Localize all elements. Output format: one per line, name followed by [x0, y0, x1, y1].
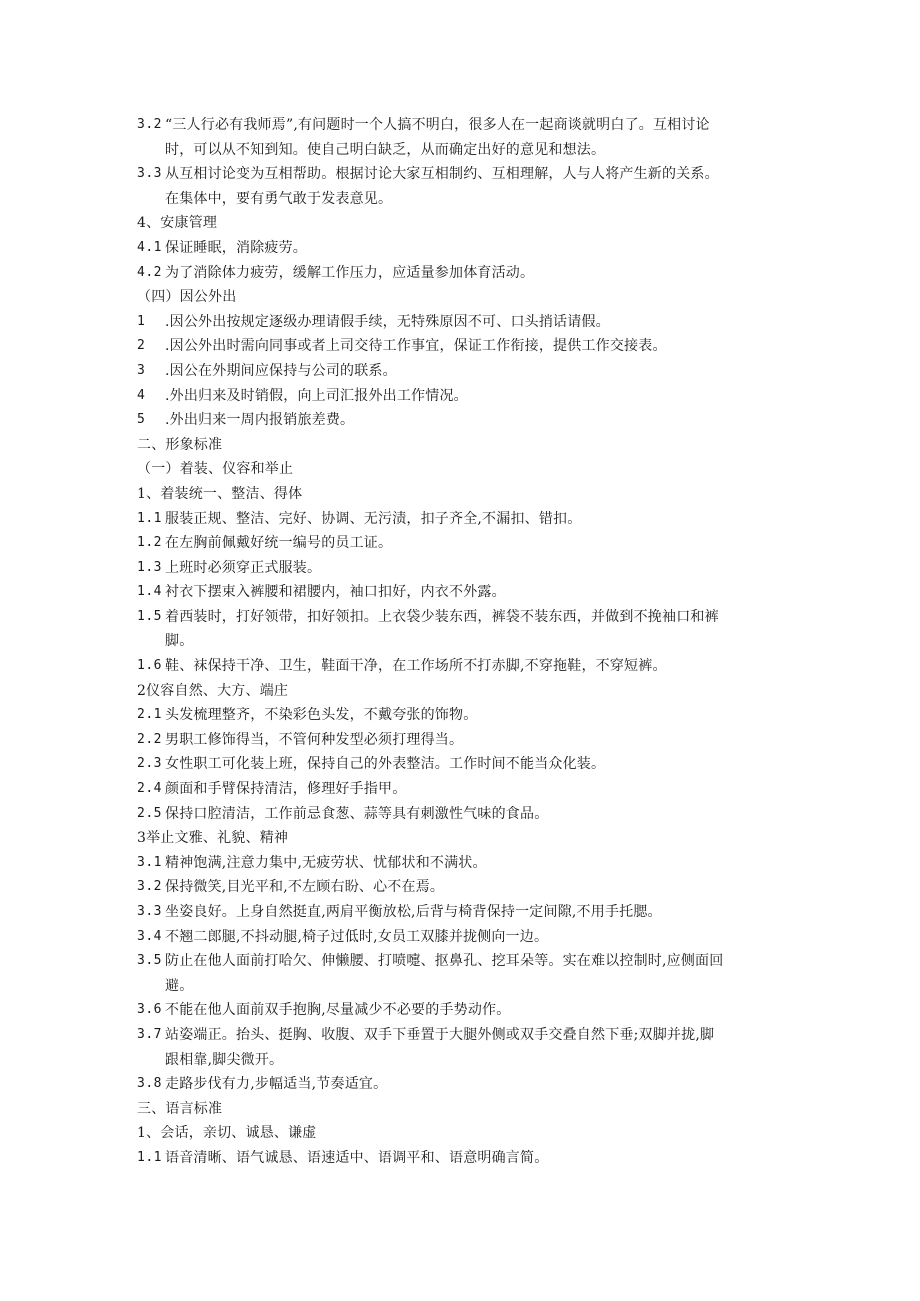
continuation-line: 时，可以从不知到知。使自己明白缺乏，从而确定出好的意见和想法。	[165, 141, 606, 158]
line-number: 2.4	[137, 781, 162, 797]
numbered-line	[137, 925, 797, 950]
line-number: 1.3	[137, 559, 162, 575]
numbered-line	[137, 236, 797, 261]
numbered-line	[137, 556, 797, 581]
line-text: 为了消除体力疲劳，缓解工作压力，应适量参加体育活动。	[165, 264, 535, 281]
line-text: 保持口腔清洁，工作前忌食葱、蒜等具有刺激性气味的食品。	[165, 805, 549, 822]
heading-line: 4、安康管理	[137, 215, 218, 232]
line-number: 5	[137, 412, 146, 428]
numbered-line	[137, 334, 797, 359]
line-number: 2.3	[137, 756, 162, 772]
continuation-line: 脚。	[165, 633, 194, 650]
numbered-line	[137, 408, 797, 433]
line-text: 头发梳理整齐，不染彩色头发，不戴夸张的饰物。	[165, 707, 478, 724]
line-text: 上班时必须穿正式服装。	[165, 559, 322, 576]
numbered-line	[137, 949, 797, 974]
document-body	[137, 113, 797, 1171]
line-number: 1.6	[137, 658, 162, 674]
numbered-line	[137, 359, 797, 384]
line-text: 精神饱满,注意力集中,无疲劳状、忧郁状和不满状。	[165, 854, 487, 871]
heading-line: （四）因公外出	[137, 289, 237, 306]
numbered-line	[137, 998, 797, 1023]
line-text: .因公外出时需向同事或者上司交待工作事宜，保证工作衔接，提供工作交接表。	[165, 338, 667, 355]
line-text: 衬衣下摆束入裤腰和裙腰内，袖口扣好，内衣不外露。	[165, 584, 506, 601]
line-number: 3.2	[137, 879, 162, 895]
line-number: 1.1	[137, 1149, 162, 1165]
line-number: 3	[137, 362, 146, 378]
numbered-line	[137, 900, 797, 925]
line-text: .因公外出按规定逐级办理请假手续，无特殊原因不可、口头捎话请假。	[165, 313, 610, 330]
line-text: .因公在外期间应保持与公司的联系。	[165, 362, 397, 379]
line-number: 1.5	[137, 608, 162, 624]
heading-line: 1、会话，亲切、诚恳、谦虚	[137, 1125, 317, 1142]
heading-line: 三、语言标准	[137, 1100, 223, 1117]
line-number: 2.1	[137, 707, 162, 723]
line-text: 语音清晰、语气诚恳、语速适中、语调平和、语意明确言简。	[165, 1149, 549, 1166]
heading-line: （一）着装、仪容和举止	[137, 461, 294, 478]
heading-line: 1、着装统一、整洁、得体	[137, 485, 303, 502]
line-number: 3.5	[137, 953, 162, 969]
line-number: 3.8	[137, 1076, 162, 1092]
line-text: 保持微笑,目光平和,不左顾右盼、心不在焉。	[165, 879, 445, 896]
line-text: “三人行必有我师焉”,有问题时一个人搞不明白，很多人在一起商谈就明白了。互相讨论	[165, 117, 710, 133]
numbered-line	[137, 384, 797, 409]
line-text: 走路步伐有力,步幅适当,节奏适宜。	[165, 1076, 388, 1093]
heading-line: 二、形象标准	[137, 436, 223, 453]
line-number: 3.6	[137, 1002, 162, 1018]
line-text: 坐姿良好。上身自然挺直,两肩平衡放松,后背与椅背保持一定间隙,不用手托腮。	[165, 904, 662, 920]
line-text: 在左胸前佩戴好统一编号的员工证。	[165, 535, 393, 552]
numbered-line	[137, 875, 797, 900]
line-number: 3.3	[137, 166, 162, 182]
line-text: 不翘二郎腿,不抖动腿,椅子过低时,女员工双膝并拢侧向一边。	[165, 928, 549, 945]
line-number: 3.3	[137, 904, 162, 919]
line-number: 4.1	[137, 239, 162, 255]
line-number: 2.5	[137, 805, 162, 821]
continuation-line: 跟相靠,脚尖微开。	[165, 1051, 284, 1068]
line-text: .外出归来及时销假，向上司汇报外出工作情况。	[165, 387, 468, 404]
numbered-line	[137, 580, 797, 605]
line-number: 3.4	[137, 928, 162, 944]
line-text: 不能在他人面前双手抱胸,尽量减少不必要的手势动作。	[165, 1002, 511, 1019]
numbered-line	[137, 1072, 797, 1097]
line-text: 颜面和手臂保持清洁，修理好手指甲。	[165, 781, 407, 798]
line-text: 鞋、袜保持干净、卫生，鞋面干净，在工作场所不打赤脚,不穿拖鞋，不穿短裤。	[165, 658, 667, 675]
line-text: 站姿端正。抬头、挺胸、收腹、双手下垂置于大腿外侧或双手交叠自然下垂;双脚并拢,脚	[165, 1026, 715, 1043]
line-text: 保证睡眠，消除疲劳。	[165, 239, 307, 256]
numbered-line	[137, 310, 797, 335]
line-text: 着西装时，打好领带，扣好领扣。上衣袋少装东西，裤袋不装东西，并做到不挽袖口和裤	[165, 608, 719, 625]
numbered-line	[137, 507, 797, 532]
line-number: 4	[137, 387, 146, 403]
numbered-line	[137, 802, 797, 827]
line-number: 2	[137, 338, 146, 354]
line-number: 1	[137, 313, 146, 329]
line-text: 服装正规、整洁、完好、协调、无污渍，扣子齐全,不漏扣、错扣。	[165, 510, 582, 527]
heading-line: 3举止文雅、礼貌、精神	[137, 830, 289, 847]
numbered-line	[137, 777, 797, 802]
line-number: 3.2	[137, 117, 162, 132]
numbered-line	[137, 752, 797, 777]
line-text: 男职工修饰得当，不管何种发型必须打理得当。	[165, 731, 464, 748]
numbered-line	[137, 531, 797, 556]
numbered-line	[137, 261, 797, 286]
continuation-line: 避。	[165, 977, 194, 994]
numbered-line	[137, 728, 797, 753]
line-text: 防止在他人面前打哈欠、伸懒腰、打喷嚏、抠鼻孔、挖耳朵等。实在难以控制时,应侧面回	[165, 953, 724, 970]
numbered-line	[137, 162, 797, 187]
numbered-line	[137, 605, 797, 630]
numbered-line	[137, 1146, 797, 1171]
line-number: 1.4	[137, 584, 162, 600]
line-text: .外出归来一周内报销旅差费。	[165, 412, 355, 429]
line-text: 从互相讨论变为互相帮助。根据讨论大家互相制约、互相理解，人与人将产生新的关系。	[165, 166, 719, 183]
line-number: 1.2	[137, 535, 162, 551]
line-number: 4.2	[137, 264, 162, 280]
line-number: 3.1	[137, 854, 162, 870]
line-text: 女性职工可化装上班，保持自己的外表整洁。工作时间不能当众化装。	[165, 756, 606, 773]
line-number: 1.1	[137, 510, 162, 526]
numbered-line	[137, 703, 797, 728]
numbered-line	[137, 654, 797, 679]
numbered-line	[137, 851, 797, 876]
numbered-line	[137, 1023, 797, 1048]
line-number: 3.7	[137, 1026, 162, 1042]
continuation-line: 在集体中，要有勇气敢于发表意见。	[165, 190, 393, 207]
numbered-line	[137, 113, 797, 138]
heading-line: 2仪容自然、大方、端庄	[137, 682, 289, 699]
line-number: 2.2	[137, 731, 162, 747]
